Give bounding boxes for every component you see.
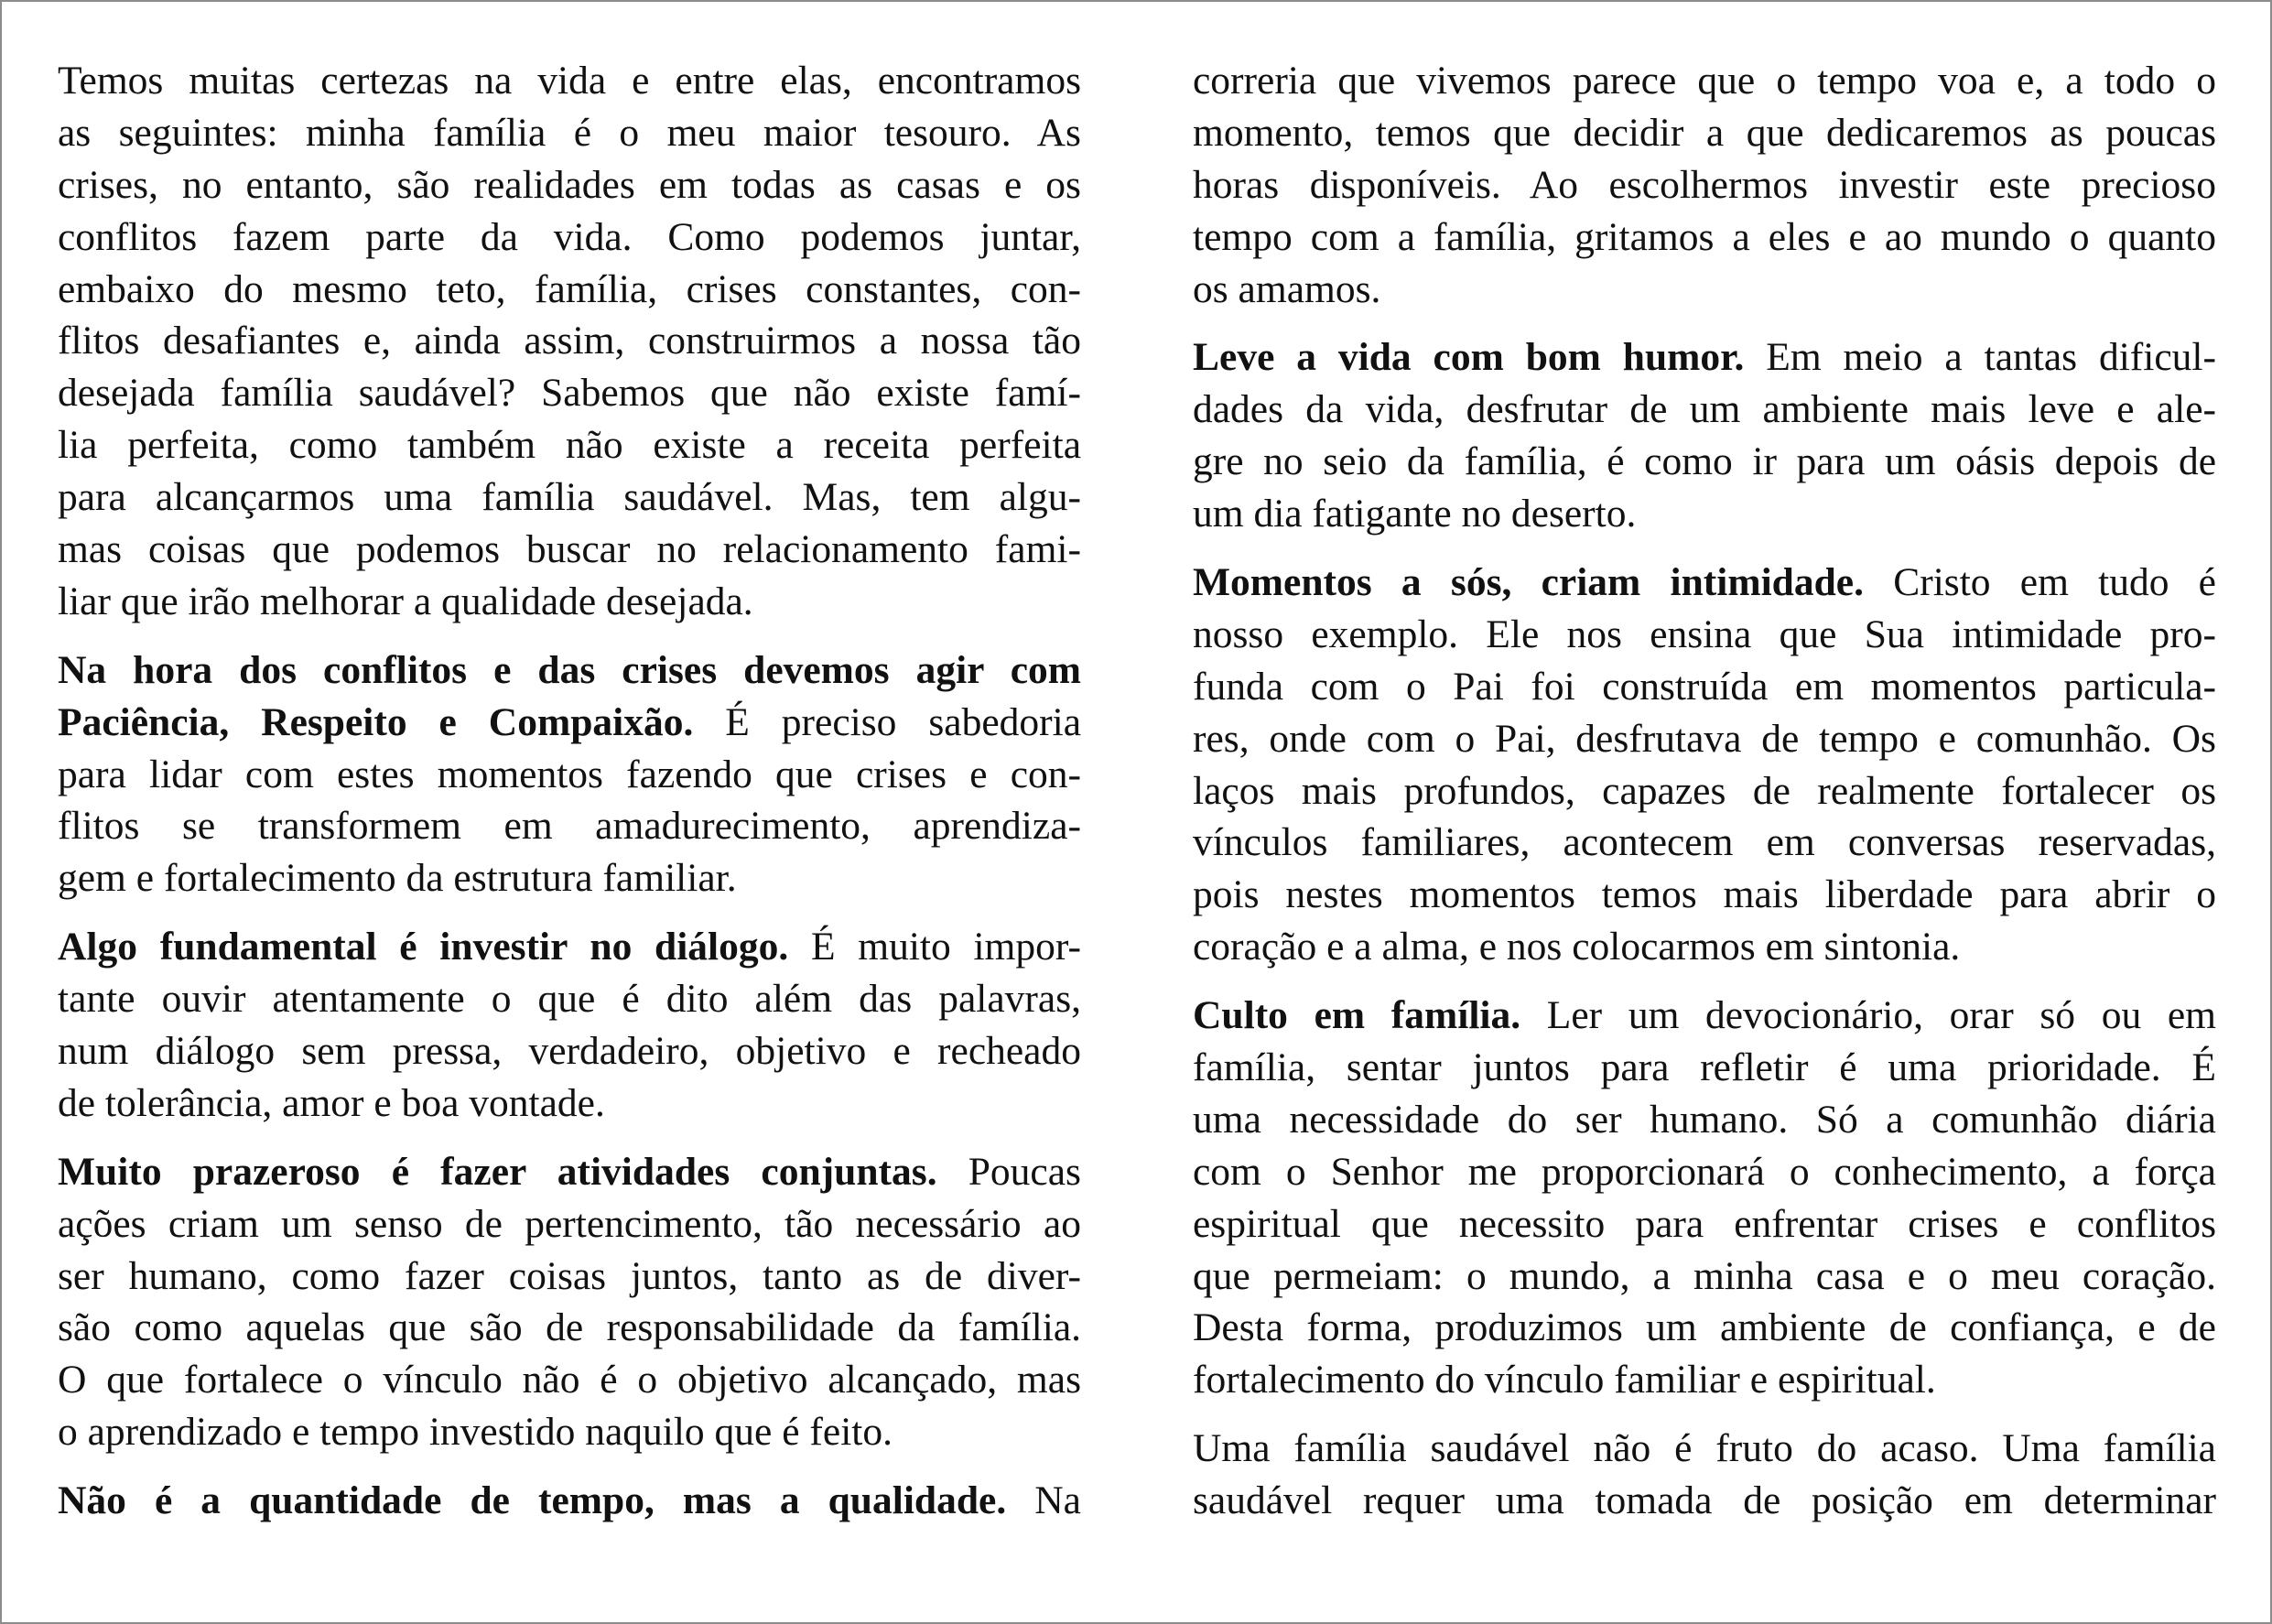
paragraph-lead: Paciência, Respeito e Compaixão.: [58, 699, 694, 744]
text-line: de tolerância, amor e boa vontade.: [58, 1080, 605, 1125]
text-line: uma necessidade do ser humano. Só a comunhão diária: [1193, 1097, 2216, 1142]
text-line: lia perfeita, como também não existe a receita perfeita: [58, 423, 1081, 468]
text-line: vínculos familiares, acontecem em conversas reservadas,: [1193, 820, 2216, 865]
text-line: nosso exemplo. Ele nos ensina que Sua intimidade pro-: [1193, 612, 2216, 656]
paragraph-lead: Não é a quantidade de tempo, mas a qualidade.: [58, 1478, 1007, 1523]
paragraph-tempo-continued: [1193, 55, 2216, 315]
paragraph-intimidade: [1193, 557, 2216, 973]
text-line: Algo fundamental é investir no diálogo. É muito impor-: [58, 925, 1081, 969]
text-line: Uma família saudável não é fruto do acaso. Uma família: [1193, 1426, 2216, 1471]
text-line: coração e a alma, e nos colocarmos em sintonia.: [1193, 925, 1961, 969]
text-line: o aprendizado e tempo investido naquilo que é feito.: [58, 1410, 893, 1455]
left-column: [58, 55, 1081, 1543]
text-line: tempo com a família, gritamos a eles e ao mundo o quanto: [1193, 214, 2216, 259]
text-line: Momentos a sós, criam intimidade. Cristo em tudo é: [1193, 560, 2216, 605]
text-line: Temos muitas certezas na vida e entre elas, encontramos: [58, 59, 1081, 103]
text-line: gre no seio da família, é como ir para um oásis depois de: [1193, 439, 2216, 484]
text-line: O que fortalece o vínculo não é o objetivo alcançado, mas: [58, 1358, 1081, 1402]
text-line: Desta forma, produzimos um ambiente de confiança, e de: [1193, 1305, 2216, 1350]
text-line: saudável requer uma tomada de posição em determinar: [1193, 1478, 2216, 1523]
text-line: mas coisas que podemos buscar no relacionamento fami-: [58, 527, 1081, 572]
text-line: momento, temos que decidir a que dedicaremos as poucas: [1193, 110, 2216, 155]
text-line: res, onde com o Pai, desfrutava de tempo e comunhão. Os: [1193, 716, 2216, 761]
text-line: os amamos.: [1193, 266, 1381, 311]
paragraph-intro: [58, 55, 1081, 628]
text-line: família, sentar juntos para refletir é uma prioridade. É: [1193, 1045, 2216, 1090]
text-line: crises, no entanto, são realidades em todas as casas e os: [58, 162, 1081, 207]
text-line: num diálogo sem pressa, verdadeiro, objetivo e recheado: [58, 1029, 1081, 1074]
text-line: Paciência, Respeito e Compaixão. É preciso sabedoria: [58, 699, 1081, 744]
text-line: dades da vida, desfrutar de um ambiente mais leve e ale-: [1193, 387, 2216, 432]
text-line: Culto em família. Ler um devocionário, orar só ou em: [1193, 993, 2216, 1038]
text-line: desejada família saudável? Sabemos que não existe famí-: [58, 371, 1081, 416]
text-line: flitos se transformem em amadurecimento, aprendiza-: [58, 804, 1081, 849]
text-line: são como aquelas que são de responsabilidade da família.: [58, 1305, 1081, 1350]
paragraph-lead: Na hora dos conflitos e das crises devemos agir com: [58, 647, 1081, 692]
text-line: espiritual que necessito para enfrentar crises e conflitos: [1193, 1201, 2216, 1246]
text-line: Muito prazeroso é fazer atividades conjuntas. Poucas: [58, 1149, 1081, 1194]
text-line: com o Senhor me proporcionará o conhecimento, a força: [1193, 1149, 2216, 1194]
paragraph-dialogo: [58, 921, 1081, 1130]
paragraph-lead: Momentos a sós, criam intimidade.: [1193, 560, 1864, 605]
text-line: fortalecimento do vínculo familiar e espiritual.: [1193, 1358, 1936, 1402]
text-line: para alcançarmos uma família saudável. Mas, tem algu-: [58, 475, 1081, 520]
text-line: pois nestes momentos temos mais liberdade para abrir o: [1193, 872, 2216, 917]
text-line: [58, 644, 1081, 697]
text-line: tante ouvir atentamente o que é dito além das palavras,: [58, 977, 1081, 1022]
text-line: Não é a quantidade de tempo, mas a qualidade. Na: [58, 1478, 1081, 1523]
text-line: um dia fatigante no deserto.: [1193, 492, 1637, 536]
text-line: ações criam um senso de pertencimento, tão necessário ao: [58, 1201, 1081, 1246]
paragraph-atividades: [58, 1146, 1081, 1458]
paragraph-conclusao: [1193, 1423, 2216, 1527]
text-line: gem e fortalecimento da estrutura familiar.: [58, 856, 737, 901]
paragraph-lead: Leve a vida com bom humor.: [1193, 335, 1745, 380]
text-line: que permeiam: o mundo, a minha casa e o meu coração.: [1193, 1253, 2216, 1298]
text-line: conflitos fazem parte da vida. Como podemos juntar,: [58, 214, 1081, 259]
paragraph-culto: [1193, 990, 2216, 1406]
text-line: as seguintes: minha família é o meu maior tesouro. As: [58, 110, 1081, 155]
text-line: ser humano, como fazer coisas juntos, tanto as de diver-: [58, 1253, 1081, 1298]
right-column: [1193, 55, 2216, 1543]
text-line: correria que vivemos parece que o tempo voa e, a todo o: [1193, 59, 2216, 103]
paragraph-bom-humor: [1193, 331, 2216, 540]
paragraph-conflitos: [58, 644, 1081, 904]
text-line: Leve a vida com bom humor. Em meio a tantas dificul-: [1193, 335, 2216, 380]
paragraph-lead: Muito prazeroso é fazer atividades conjuntas.: [58, 1149, 937, 1194]
paragraph-qualidade: [58, 1475, 1081, 1527]
text-line: funda com o Pai foi construída em momentos particula-: [1193, 664, 2216, 709]
text-line: horas disponíveis. Ao escolhermos investir este precioso: [1193, 162, 2216, 207]
paragraph-lead: Algo fundamental é investir no diálogo.: [58, 925, 789, 969]
text-line: embaixo do mesmo teto, família, crises constantes, con-: [58, 266, 1081, 311]
paragraph-lead: Culto em família.: [1193, 993, 1521, 1038]
text-line: liar que irão melhorar a qualidade desejada.: [58, 579, 753, 623]
text-line: para lidar com estes momentos fazendo que crises e con-: [58, 752, 1081, 796]
text-line: flitos desafiantes e, ainda assim, construirmos a nossa tão: [58, 319, 1081, 363]
text-line: laços mais profundos, capazes de realmente fortalecer os: [1193, 768, 2216, 813]
